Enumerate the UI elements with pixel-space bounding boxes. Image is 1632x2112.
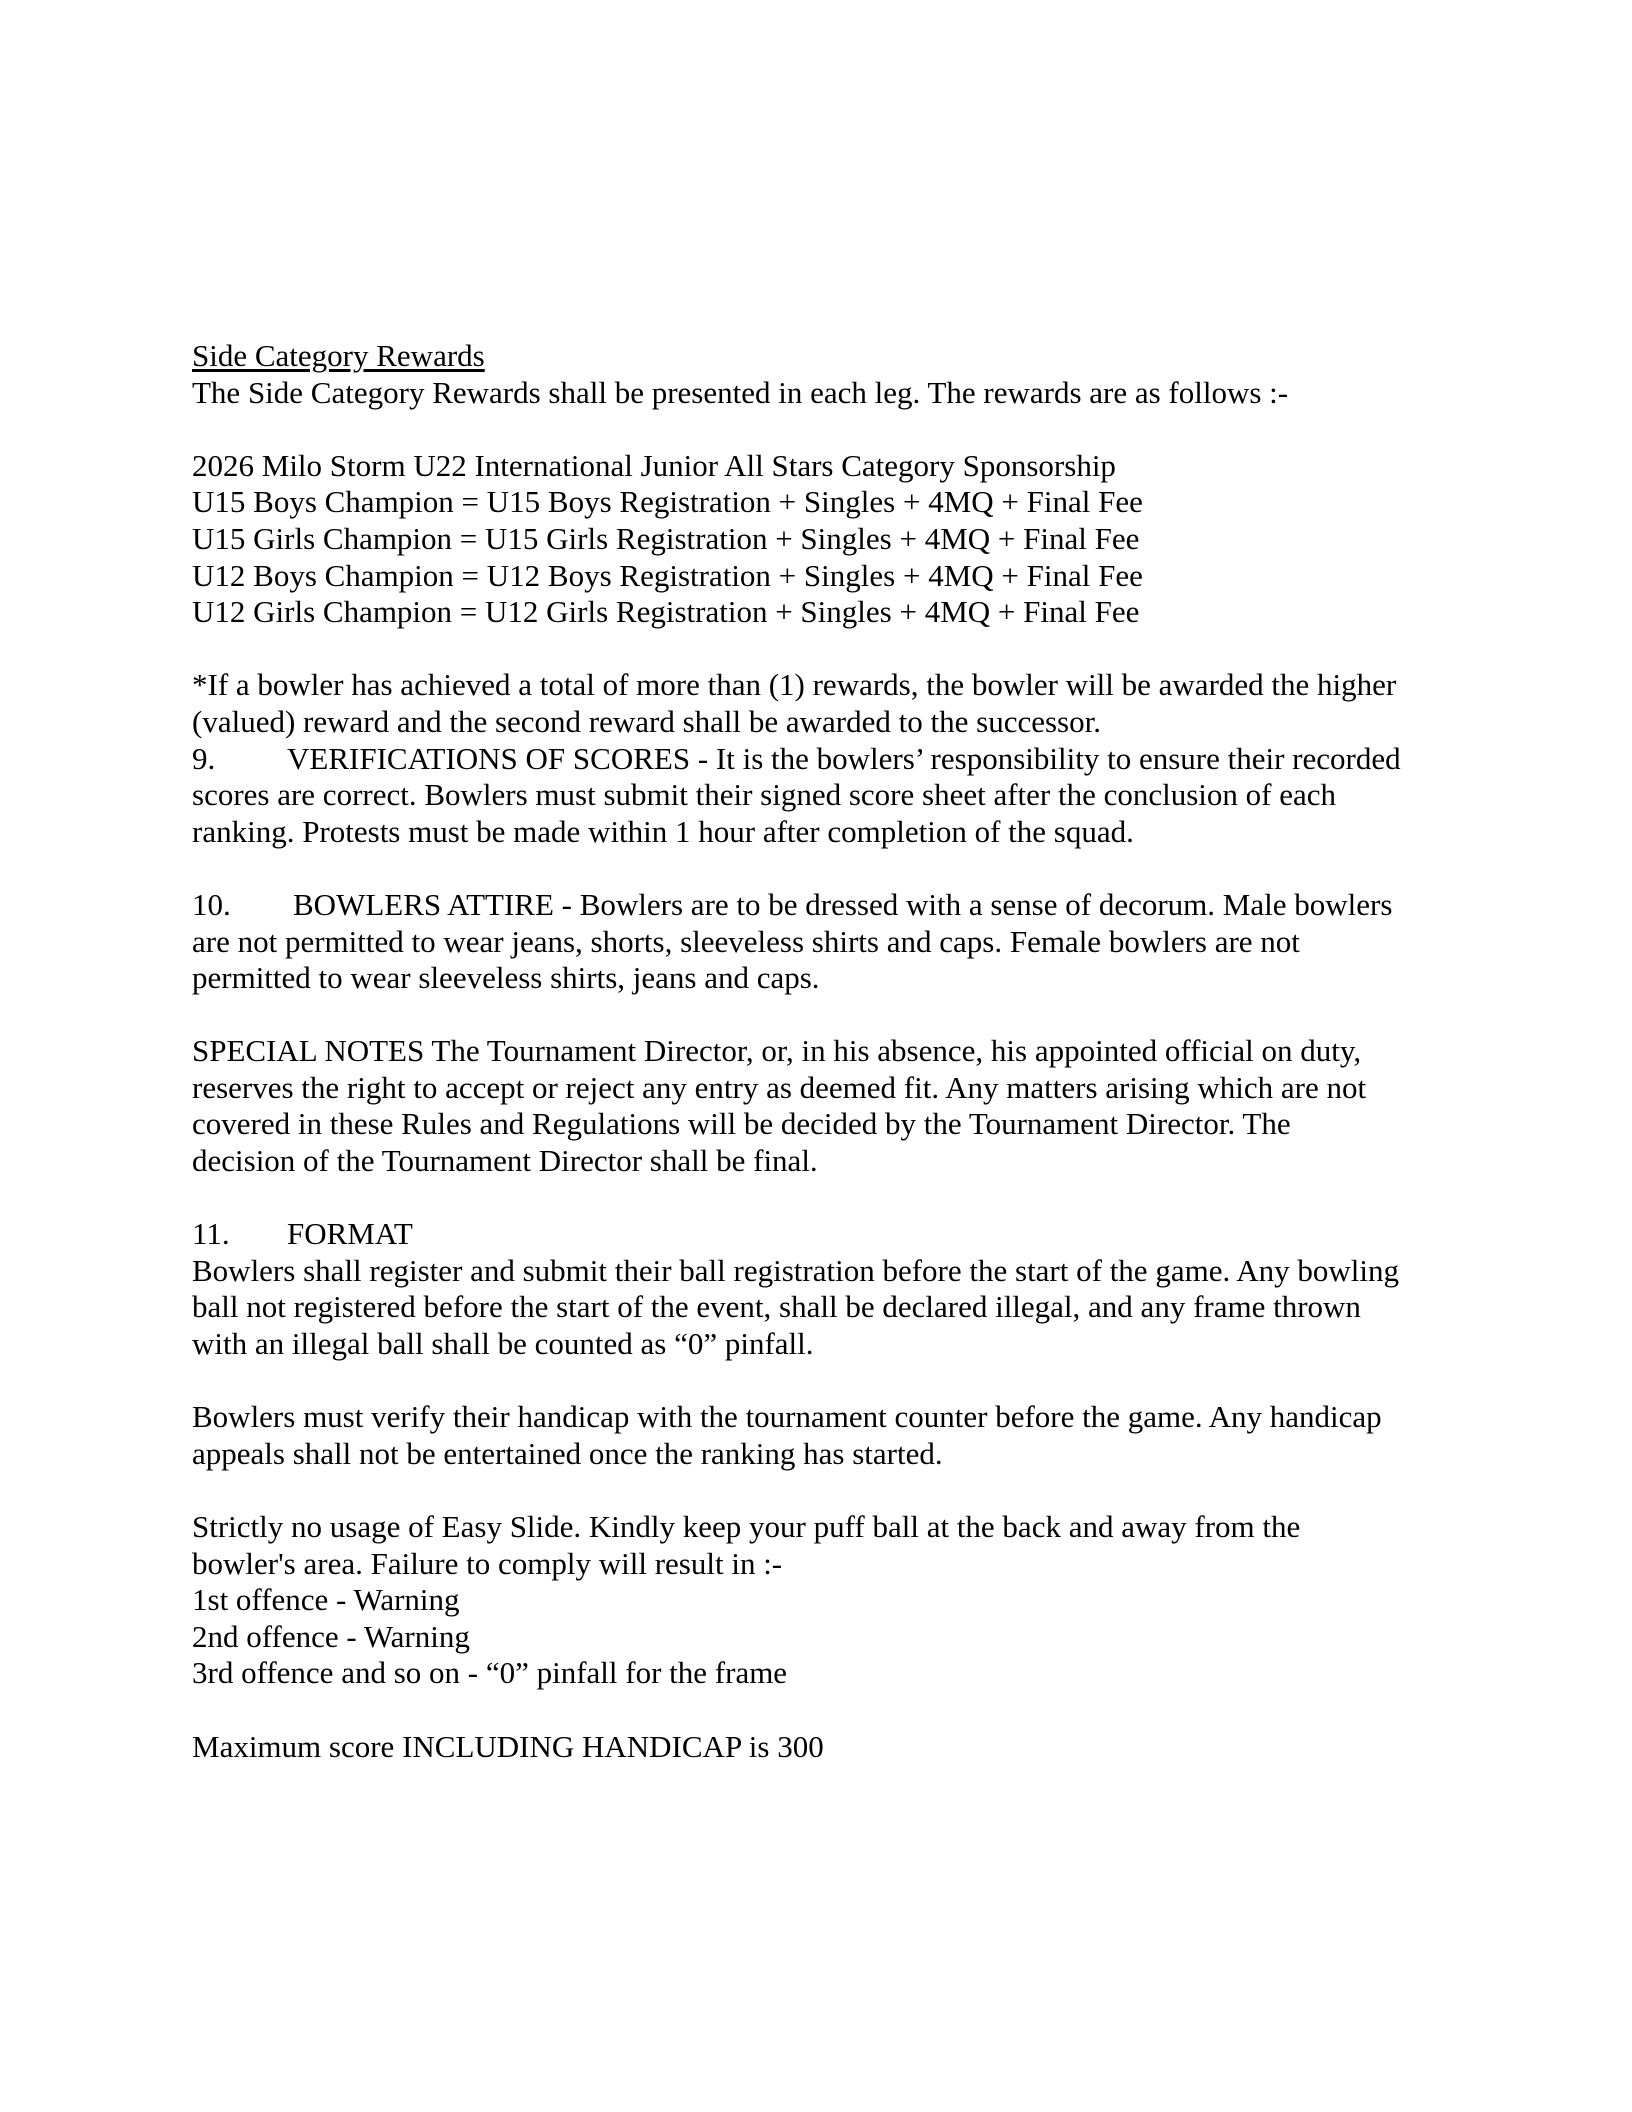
spacer — [192, 631, 1492, 668]
section-10-line: permitted to wear sleeveless shirts, jeans and caps. — [192, 960, 820, 996]
section-10-text: BOWLERS ATTIRE - Bowlers are to be dressed with a sense of decorum. Male bowlers — [293, 886, 1393, 922]
spacer — [192, 411, 1492, 448]
format-para-line: with an illegal ball shall be counted as “0” pinfall. — [192, 1326, 814, 1362]
reward-line: U12 Boys Champion = U12 Boys Registration + Singles + 4MQ + Final Fee — [192, 557, 1143, 593]
offence-line: 3rd offence and so on - “0” pinfall for the frame — [192, 1655, 788, 1691]
handicap-para-line: Bowlers must verify their handicap with the tournament counter before the game. Any handicap — [192, 1399, 1382, 1435]
format-para-line: ball not registered before the start of the event, shall be declared illegal, and any frame thrown — [192, 1289, 1361, 1325]
max-score-line: Maximum score INCLUDING HANDICAP is 300 — [192, 1728, 824, 1764]
spacer — [192, 997, 1492, 1034]
section-11-heading — [192, 1216, 1492, 1253]
reward-line: U12 Girls Champion = U12 Girls Registration + Singles + 4MQ + Final Fee — [192, 594, 1140, 630]
special-notes-line: decision of the Tournament Director shall be final. — [192, 1143, 818, 1179]
section-10-first-line — [192, 887, 1492, 924]
format-para-line: Bowlers shall register and submit their ball registration before the start of the game. Any bowling — [192, 1252, 1399, 1288]
special-notes-line: reserves the right to accept or reject any entry as deemed fit. Any matters arising which are not — [192, 1069, 1367, 1105]
side-category-intro: The Side Category Rewards shall be presented in each leg. The rewards are as follows :- — [192, 374, 1289, 410]
section-9-first-line — [192, 741, 1492, 778]
section-11-title: FORMAT — [287, 1216, 413, 1252]
section-9-line: ranking. Protests must be made within 1 hour after completion of the squad. — [192, 813, 1134, 849]
spacer — [192, 1363, 1492, 1400]
easy-slide-line: Strictly no usage of Easy Slide. Kindly keep your puff ball at the back and away from the — [192, 1509, 1301, 1544]
reward-line: U15 Boys Champion = U15 Boys Registration + Singles + 4MQ + Final Fee — [192, 484, 1143, 520]
sponsorship-line: 2026 Milo Storm U22 International Junior All Stars Category Sponsorship — [192, 447, 1116, 483]
offence-line: 1st offence - Warning — [192, 1582, 460, 1618]
section-9-number: 9. — [192, 740, 216, 776]
offence-line: 2nd offence - Warning — [192, 1618, 470, 1654]
reward-note-line: (valued) reward and the second reward shall be awarded to the successor. — [192, 703, 1101, 739]
reward-note-line: *If a bowler has achieved a total of more than (1) rewards, the bowler will be awarded the higher — [192, 667, 1397, 703]
reward-line: U15 Girls Champion = U15 Girls Registration + Singles + 4MQ + Final Fee — [192, 520, 1140, 556]
side-category-title: Side Category Rewards — [192, 338, 485, 373]
spacer — [192, 1180, 1492, 1217]
special-notes-line: SPECIAL NOTES The Tournament Director, or, in his absence, his appointed official on duty, — [192, 1033, 1362, 1069]
handicap-para-line: appeals shall not be entertained once the ranking has started. — [192, 1435, 943, 1471]
section-11-number: 11. — [192, 1216, 230, 1252]
document-page — [192, 338, 1492, 1765]
section-10-number: 10. — [192, 886, 231, 922]
easy-slide-line: bowler's area. Failure to comply will result in :- — [192, 1545, 783, 1581]
spacer — [192, 1472, 1492, 1509]
section-10-line: are not permitted to wear jeans, shorts, sleeveless shirts and caps. Female bowlers are not — [192, 923, 1300, 959]
section-9-line: scores are correct. Bowlers must submit their signed score sheet after the conclusion of each — [192, 777, 1337, 813]
special-notes-line: covered in these Rules and Regulations will be decided by the Tournament Director. The — [192, 1106, 1291, 1142]
spacer — [192, 1692, 1492, 1729]
spacer — [192, 850, 1492, 887]
section-9-text: VERIFICATIONS OF SCORES - It is the bowlers’ responsibility to ensure their recorded — [287, 740, 1401, 776]
